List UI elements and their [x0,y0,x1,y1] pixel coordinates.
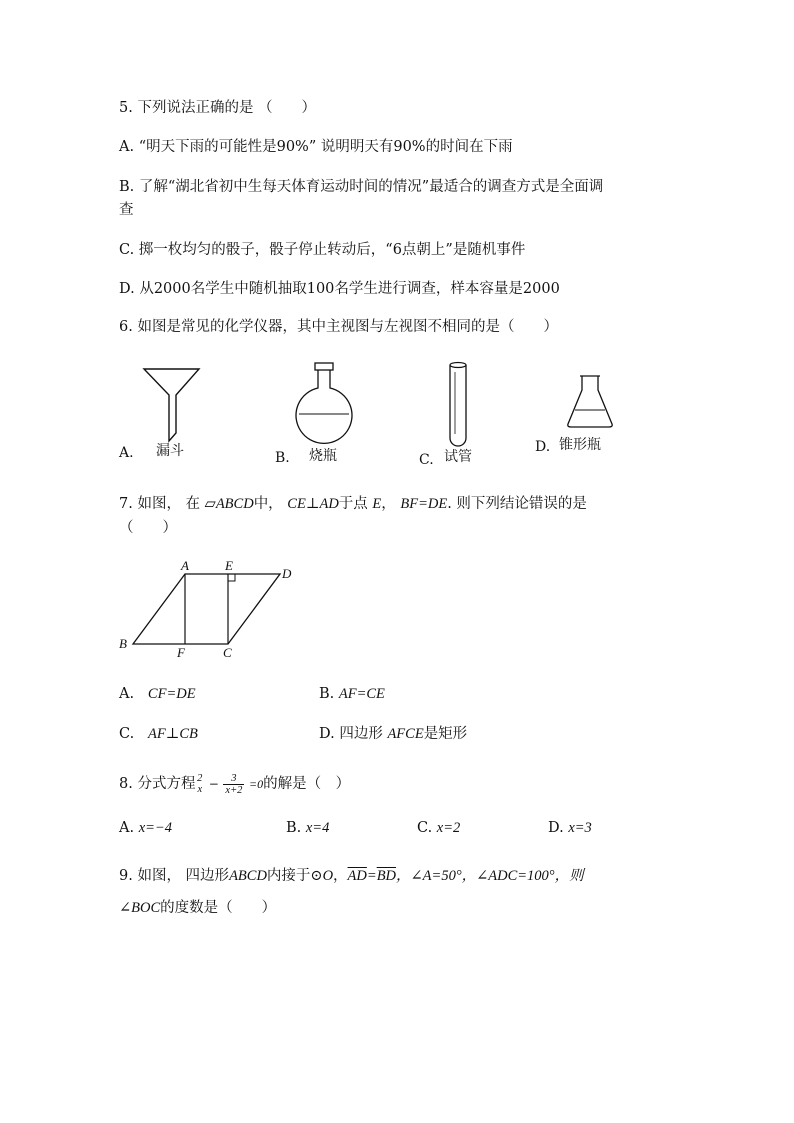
q7-option-c: C. AF⊥CB [119,726,198,742]
fraction-3-over-x-plus-2: $\frac{3}{x+2}$ [225,772,243,796]
conical-flask-figure [564,370,616,432]
q6-option-b-letter: B. [275,450,290,466]
q8-option-b: B. x=4 [286,820,330,836]
q6-option-a-name: 漏斗 [156,443,184,459]
point-label-d: D [282,566,292,581]
q7-option-d: D. 四边形 AFCE是矩形 [319,726,468,742]
q5-option-b-line2: 查 [119,202,134,218]
q7-stem: 7. 如图， 在 ▱ABCD中， CE⊥AD于点 E， BF=DE. 则下列结论错误的是 [119,496,587,512]
q8-stem: 8. 分式方程 2 x − $\frac{3}{x+2}$ =0的解是（ ） [119,772,351,796]
round-flask-figure [295,360,359,444]
test-tube-figure [447,360,471,448]
q6-option-b-name: 烧瓶 [309,448,337,464]
q9-stem-line2: ∠BOC的度数是（ ） [119,900,277,916]
parallelogram-symbol: ▱ABCD [204,496,254,512]
q7-stem-paren: （ ） [119,520,177,536]
q8-option-c: C. x=2 [417,820,461,836]
parallelogram-figure [115,558,305,663]
q6-option-c-name: 试管 [444,449,472,465]
point-label-c: C [223,645,232,660]
point-label-f: F [177,645,185,660]
point-label-e: E [225,558,233,573]
q5-option-c: C. 掷一枚均匀的骰子，骰子停止转动后，“6点朝上”是随机事件 [119,242,526,258]
q8-option-a: A. x=−4 [119,820,172,836]
q7-option-b: B. AF=CE [319,686,385,702]
point-label-a: A [181,558,189,573]
q5-option-d: D. 从2000名学生中随机抽取100名学生进行调查，样本容量是2000 [119,281,560,297]
q5-option-a: A. “明天下雨的可能性是90%” 说明明天有90%的时间在下雨 [119,139,513,155]
point-label-b: B [119,636,127,651]
q6-option-d-name: 锥形瓶 [559,437,601,453]
q5-stem: 5. 下列说法正确的是 （ ） [119,100,317,116]
arc-bd: $\overline{BD}$ [376,868,397,884]
q6-option-c-letter: C. [419,452,434,468]
funnel-figure [140,365,204,445]
q6-stem: 6. 如图是常见的化学仪器，其中主视图与左视图不相同的是（ ） [119,319,558,335]
q9-stem-line1: 9. 如图， 四边形ABCD内接于⊙O，$\overline{AD}=\overline{BD}$，∠A=50°，∠ADC=100°，则 [119,868,584,884]
circle-o-symbol: ⊙O [310,868,334,884]
q5-option-b-line1: B. 了解“湖北省初中生每天体育运动时间的情况”最适合的调查方式是全面调 [119,179,604,195]
q8-option-d: D. x=3 [548,820,592,836]
fraction-2-over-x: 2 x [197,773,203,795]
q6-option-d-letter: D. [535,439,551,455]
arc-ad: $\overline{AD}$ [347,868,367,884]
q7-option-a: A. CF=DE [119,686,196,702]
q6-option-a-letter: A. [119,445,134,461]
